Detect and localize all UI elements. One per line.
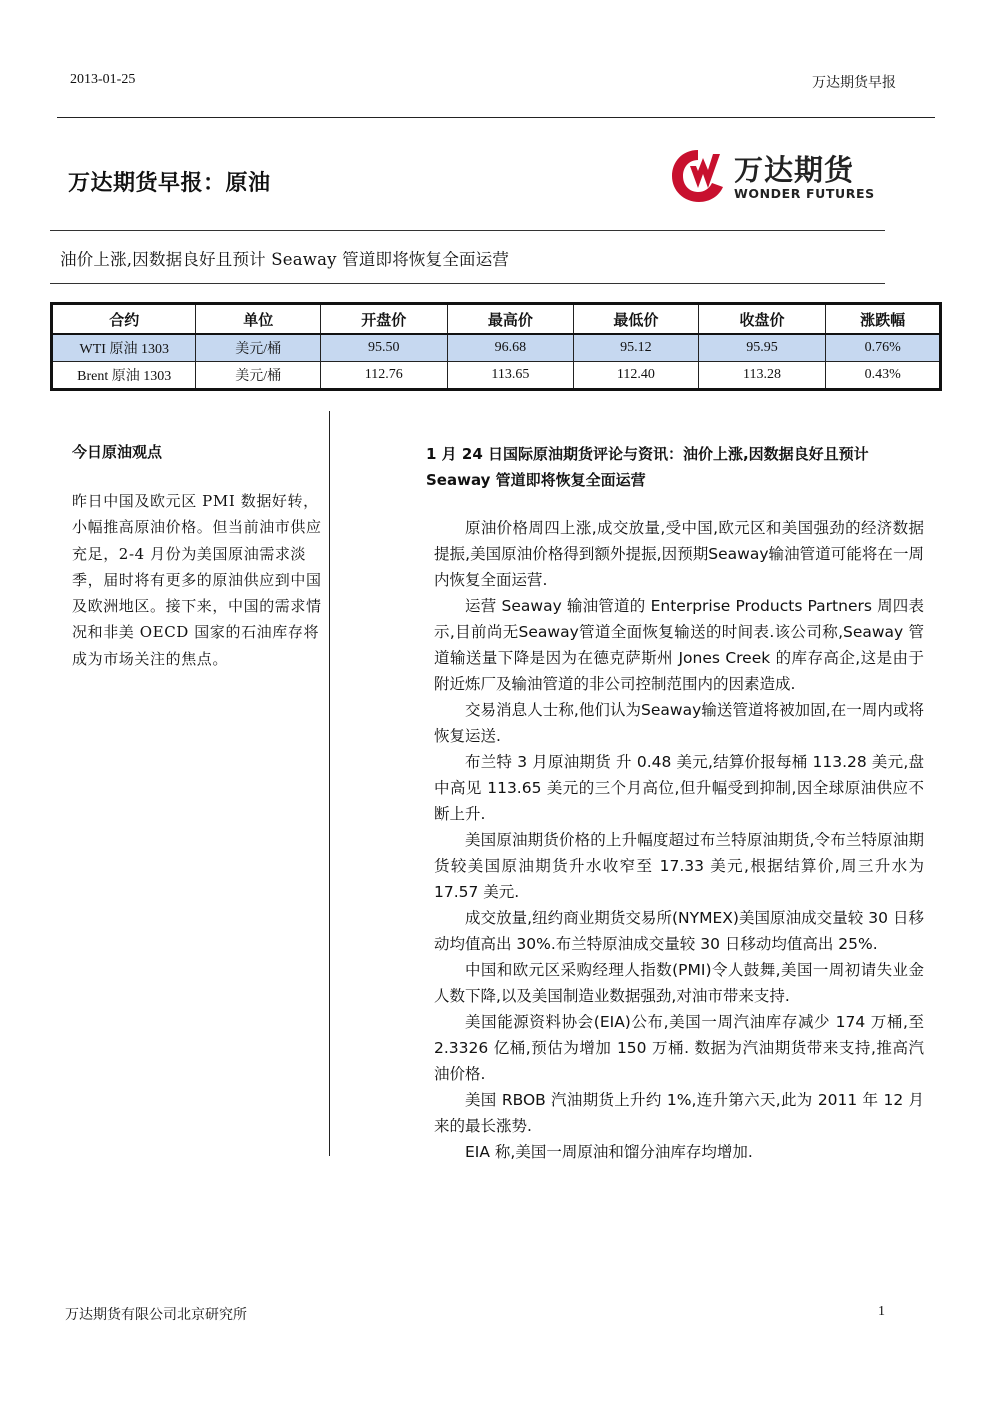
table-cell: 美元/桶 <box>196 362 321 390</box>
footer-company: 万达期货有限公司北京研究所 <box>65 1307 247 1323</box>
news-paragraph: 美国原油期货价格的上升幅度超过布兰特原油期货,令布兰特原油期货较美国原油期货升水收窄至 17.33 美元,根据结算价,周三升水为 17.57 美元. <box>434 831 924 901</box>
table-cell: 95.95 <box>698 334 826 362</box>
news-paragraph: 交易消息人士称,他们认为Seaway输送管道将被加固,在一周内或将恢复运送. <box>434 701 924 745</box>
news-body <box>434 515 924 1165</box>
table-cell: 美元/桶 <box>196 334 321 362</box>
news-heading: 1 月 24 日国际原油期货评论与资讯：油价上涨,因数据良好且预计 Seaway 管道即将恢复全面运营 <box>426 445 869 489</box>
table-header-cell: 开盘价 <box>320 304 447 335</box>
column-divider <box>329 411 330 1156</box>
price-table <box>50 302 942 391</box>
table-cell: 113.28 <box>698 362 826 390</box>
table-cell: WTI 原油 1303 <box>52 334 196 362</box>
table-header-cell: 收盘价 <box>698 304 826 335</box>
table-cell: Brent 原油 1303 <box>52 362 196 390</box>
page-number: 1 <box>878 1304 885 1319</box>
header-date: 2013-01-25 <box>70 72 136 87</box>
news-paragraph: 布兰特 3 月原油期货 升 0.48 美元,结算价报每桶 113.28 美元,盘中高见 113.65 美元的三个月高位,但升幅受到抑制,因全球原油供应不断上升. <box>434 753 924 823</box>
company-logo <box>668 144 878 206</box>
table-cell: 112.40 <box>574 362 699 390</box>
header-publication: 万达期货早报 <box>812 75 896 91</box>
table-row <box>52 334 941 362</box>
news-paragraph: 美国能源资料协会(EIA)公布,美国一周汽油库存减少 174 万桶,至 2.3326 亿桶,预估为增加 150 万桶. 数据为汽油期货带来支持,推高汽油价格. <box>434 1013 924 1083</box>
subtitle-top-divider <box>50 230 885 231</box>
page-title: 万达期货早报：原油 <box>68 171 271 196</box>
table-cell: 0.76% <box>826 334 941 362</box>
table-header-row <box>52 304 941 335</box>
outlook-heading: 今日原油观点 <box>72 443 163 461</box>
table-header-cell: 最低价 <box>574 304 699 335</box>
outlook-body: 昨日中国及欧元区 PMI 数据好转，小幅推高原油价格。但当前油市供应充足，2-4 月份为美国原油需求淡季，届时将有更多的原油供应到中国及欧洲地区。接下来，中国的需求情况和非美 OECD 国家的石油库存将成为市场关注的焦点。 <box>72 492 322 668</box>
table-row <box>52 362 941 390</box>
table-header-cell: 涨跌幅 <box>826 304 941 335</box>
table-cell: 96.68 <box>447 334 574 362</box>
table-cell: 113.65 <box>447 362 574 390</box>
logo-name-en: WONDER FUTURES <box>734 186 875 201</box>
table-cell: 95.50 <box>320 334 447 362</box>
table-header-cell: 最高价 <box>447 304 574 335</box>
table-cell: 95.12 <box>574 334 699 362</box>
news-paragraph: 运营 Seaway 输油管道的 Enterprise Products Partners 周四表示,目前尚无Seaway管道全面恢复输送的时间表.该公司称,Seaway 管道输送量下降是因为在德克萨斯州 Jones Creek 的库存高企,这是由于附近炼厂及输油管道的非公司控制范围内的因素造成. <box>434 597 924 693</box>
news-paragraph: 成交放量,纽约商业期货交易所(NYMEX)美国原油成交量较 30 日移动均值高出 30%.布兰特原油成交量较 30 日移动均值高出 25%. <box>434 909 924 953</box>
table-header-cell: 单位 <box>196 304 321 335</box>
header-divider <box>57 117 935 118</box>
news-paragraph: 美国 RBOB 汽油期货上升约 1%,连升第六天,此为 2011 年 12 月来的最长涨势. <box>434 1091 924 1135</box>
table-cell: 0.43% <box>826 362 941 390</box>
news-paragraph: 中国和欧元区采购经理人指数(PMI)令人鼓舞,美国一周初请失业金人数下降,以及美国制造业数据强劲,对油市带来支持. <box>434 961 924 1005</box>
logo-name-cn: 万达期货 <box>734 153 855 187</box>
logo-mark-icon <box>668 144 728 206</box>
table-header-cell: 合约 <box>52 304 196 335</box>
subtitle: 油价上涨,因数据良好且预计 Seaway 管道即将恢复全面运营 <box>60 250 510 269</box>
table-cell: 112.76 <box>320 362 447 390</box>
news-paragraph: EIA 称,美国一周原油和馏分油库存均增加. <box>465 1143 753 1161</box>
subtitle-bottom-divider <box>50 283 885 284</box>
news-paragraph: 原油价格周四上涨,成交放量,受中国,欧元区和美国强劲的经济数据提振,美国原油价格得到额外提振,因预期Seaway输油管道可能将在一周内恢复全面运营. <box>434 519 924 589</box>
